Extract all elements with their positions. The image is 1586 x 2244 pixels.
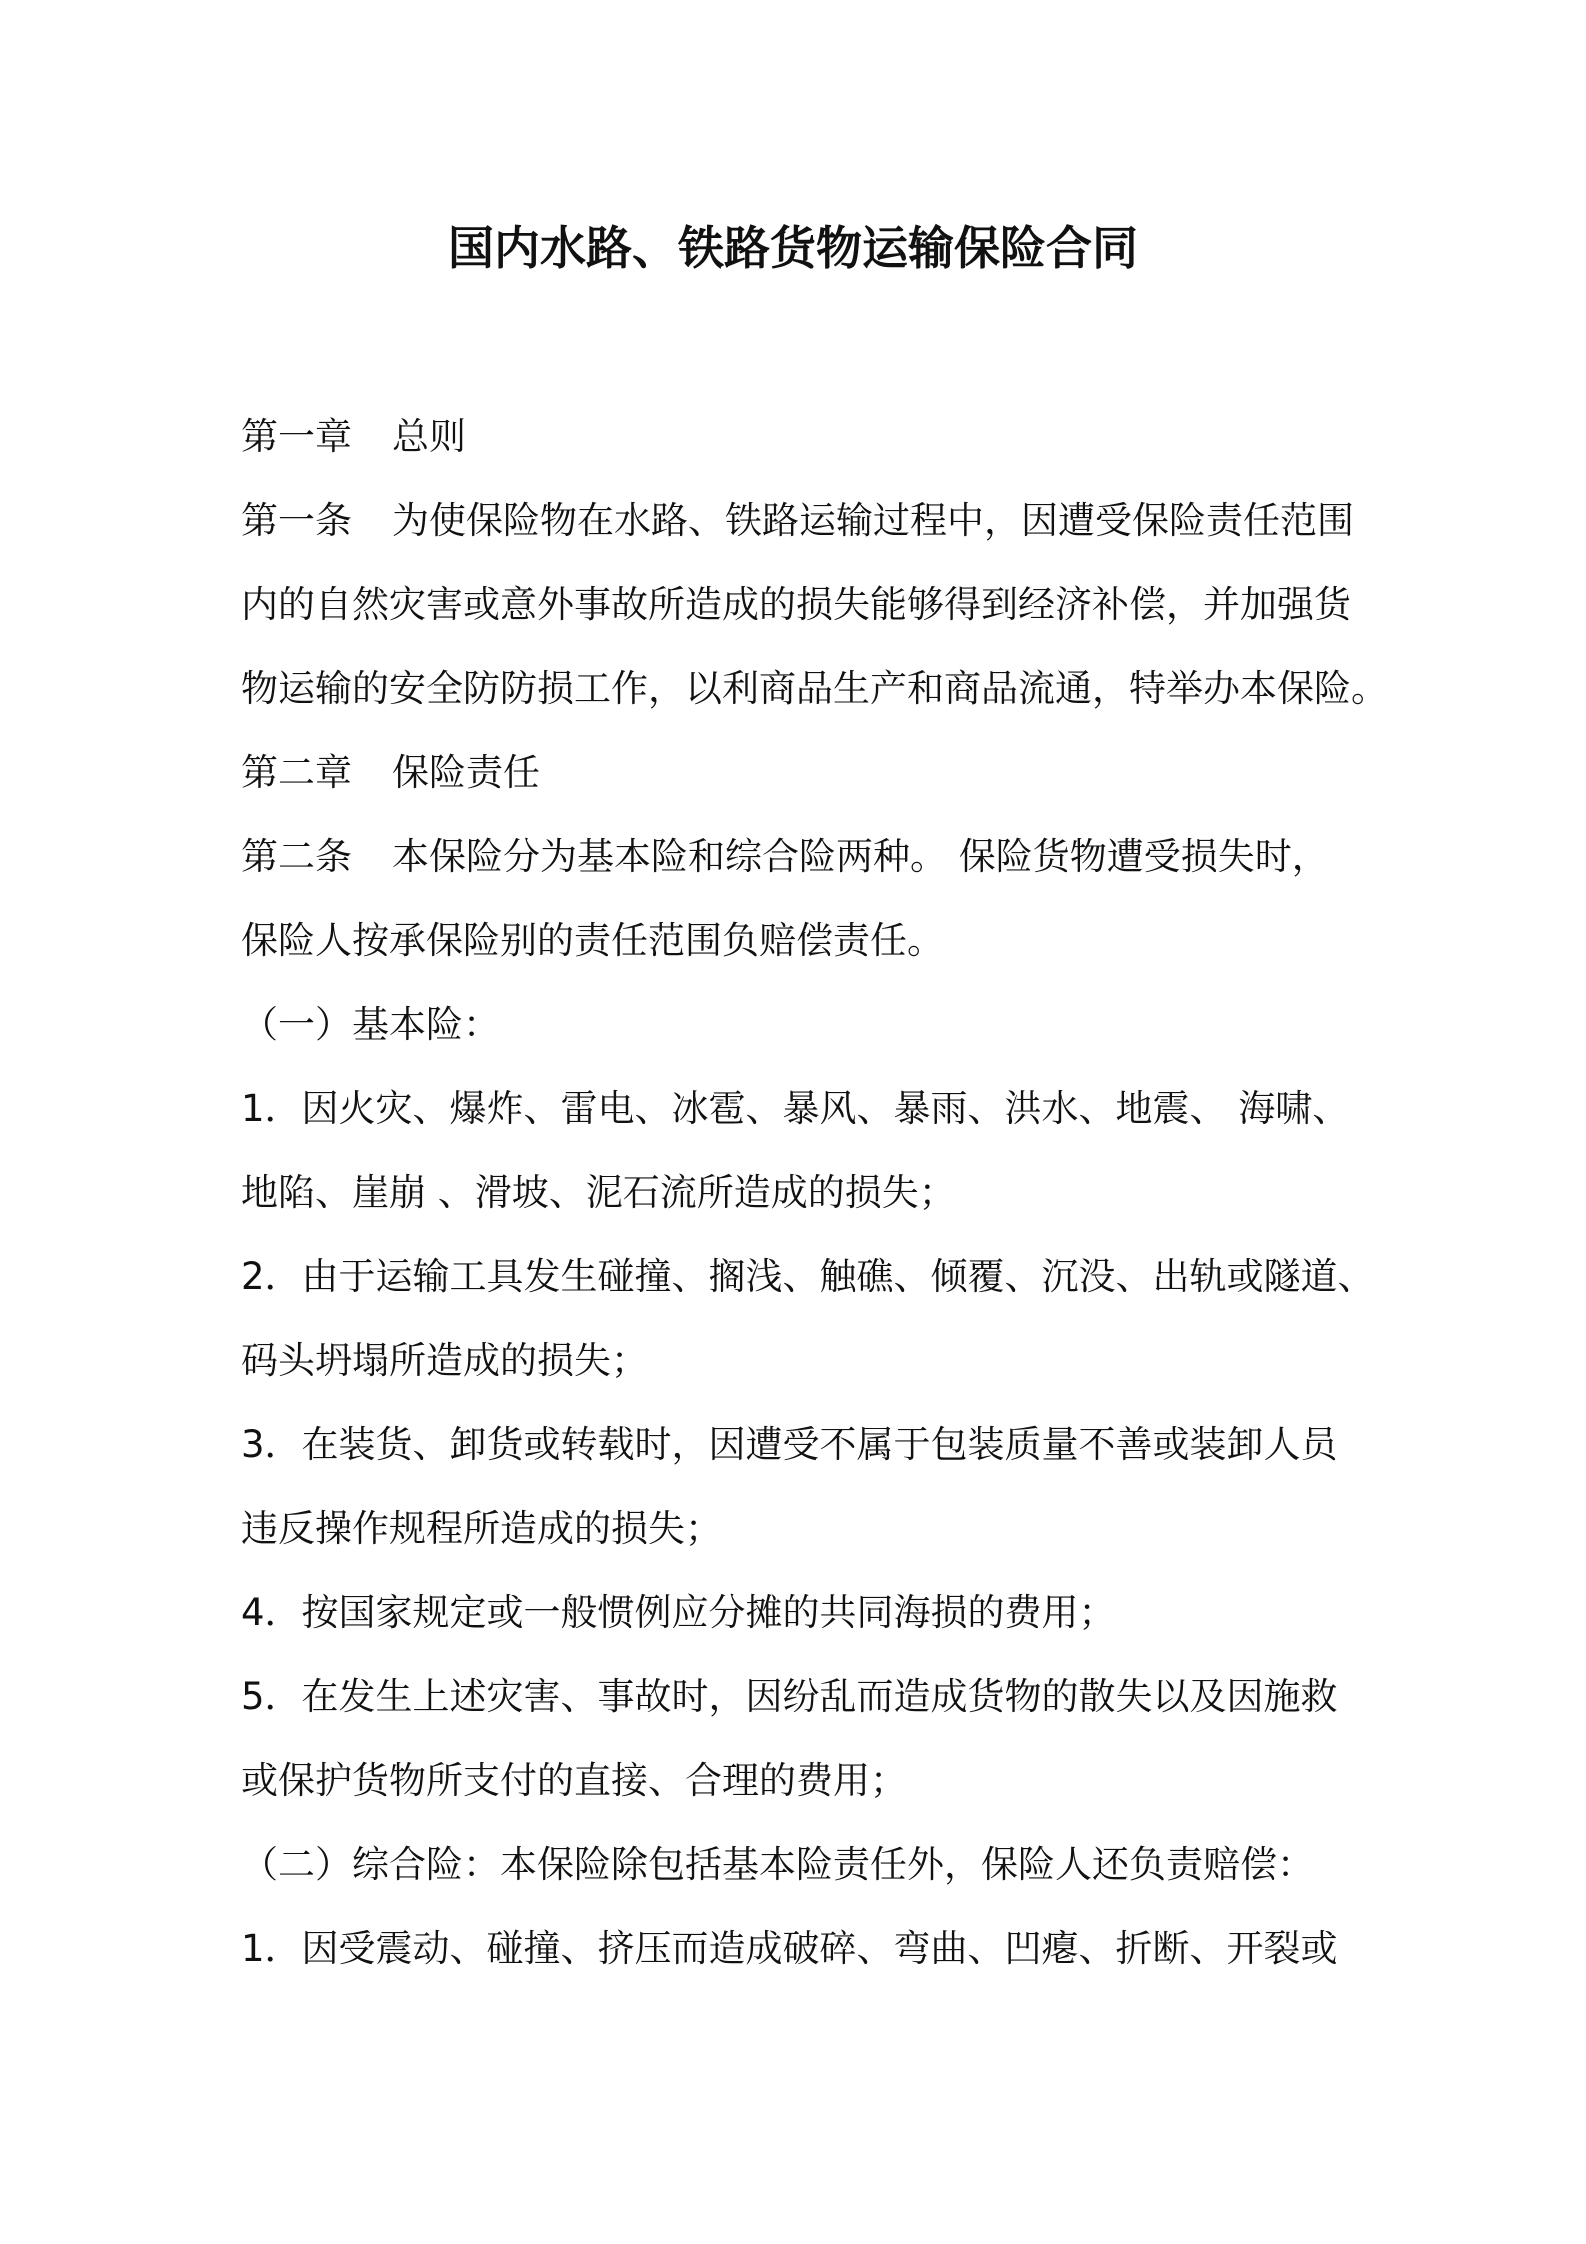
basic-item-2-line-2: 码头坍塌所造成的损失； bbox=[241, 1339, 648, 1382]
chapter-two-name: 保险责任 bbox=[392, 751, 540, 794]
article-one-line-2: 内的自然灾害或意外事故所造成的损失能够得到经济补偿，并加强货 bbox=[241, 583, 1351, 626]
article-one-label: 第一条 bbox=[241, 499, 352, 542]
basic-item-4-line-1: 4．按国家规定或一般惯例应分摊的共同海损的费用； bbox=[241, 1591, 1116, 1634]
chapter-two-heading bbox=[241, 748, 540, 798]
basic-item-1-line-2: 地陷、崖崩 、滑坡、泥石流所造成的损失； bbox=[241, 1171, 956, 1214]
chapter-two-label: 第二章 bbox=[241, 751, 352, 794]
article-two-line-2: 保险人按承保险别的责任范围负赔偿责任。 bbox=[241, 919, 944, 962]
chapter-one-label: 第一章 bbox=[241, 415, 352, 458]
chapter-one-heading bbox=[241, 412, 466, 462]
basic-item-2-line-1: 2．由于运输工具发生碰撞、搁浅、触礁、倾覆、沉没、出轨或隧道、 bbox=[241, 1255, 1375, 1298]
basic-item-5-line-2: 或保护货物所支付的直接、合理的费用； bbox=[241, 1759, 907, 1802]
article-one-line-1 bbox=[241, 496, 1354, 546]
article-two-line-1 bbox=[241, 832, 1329, 882]
document-title: 国内水路、铁路货物运输保险合同 bbox=[448, 221, 1138, 275]
basic-item-3-line-2: 违反操作规程所造成的损失； bbox=[241, 1507, 722, 1550]
article-two-text-1: 本保险分为基本险和综合险两种。 保险货物遭受损失时， bbox=[392, 835, 1329, 878]
basic-item-3-line-1: 3．在装货、卸货或转载时，因遭受不属于包装质量不善或装卸人员 bbox=[241, 1423, 1338, 1466]
comprehensive-insurance-heading: （二）综合险：本保险除包括基本险责任外，保险人还负责赔偿： bbox=[241, 1843, 1314, 1886]
chapter-one-name: 总则 bbox=[392, 415, 466, 458]
article-one-text-1: 为使保险物在水路、铁路运输过程中，因遭受保险责任范围 bbox=[392, 499, 1354, 542]
basic-item-1-line-1: 1．因火灾、爆炸、雷电、冰雹、暴风、暴雨、洪水、地震、 海啸、 bbox=[241, 1087, 1350, 1130]
article-one-line-3: 物运输的安全防防损工作，以利商品生产和商品流通，特举办本保险。 bbox=[241, 667, 1388, 710]
basic-insurance-heading: （一）基本险： bbox=[241, 1003, 500, 1046]
article-two-label: 第二条 bbox=[241, 835, 352, 878]
basic-item-5-line-1: 5．在发生上述灾害、事故时，因纷乱而造成货物的散失以及因施救 bbox=[241, 1675, 1338, 1718]
comprehensive-item-1-line-1: 1．因受震动、碰撞、挤压而造成破碎、弯曲、凹瘪、折断、开裂或 bbox=[241, 1927, 1338, 1970]
